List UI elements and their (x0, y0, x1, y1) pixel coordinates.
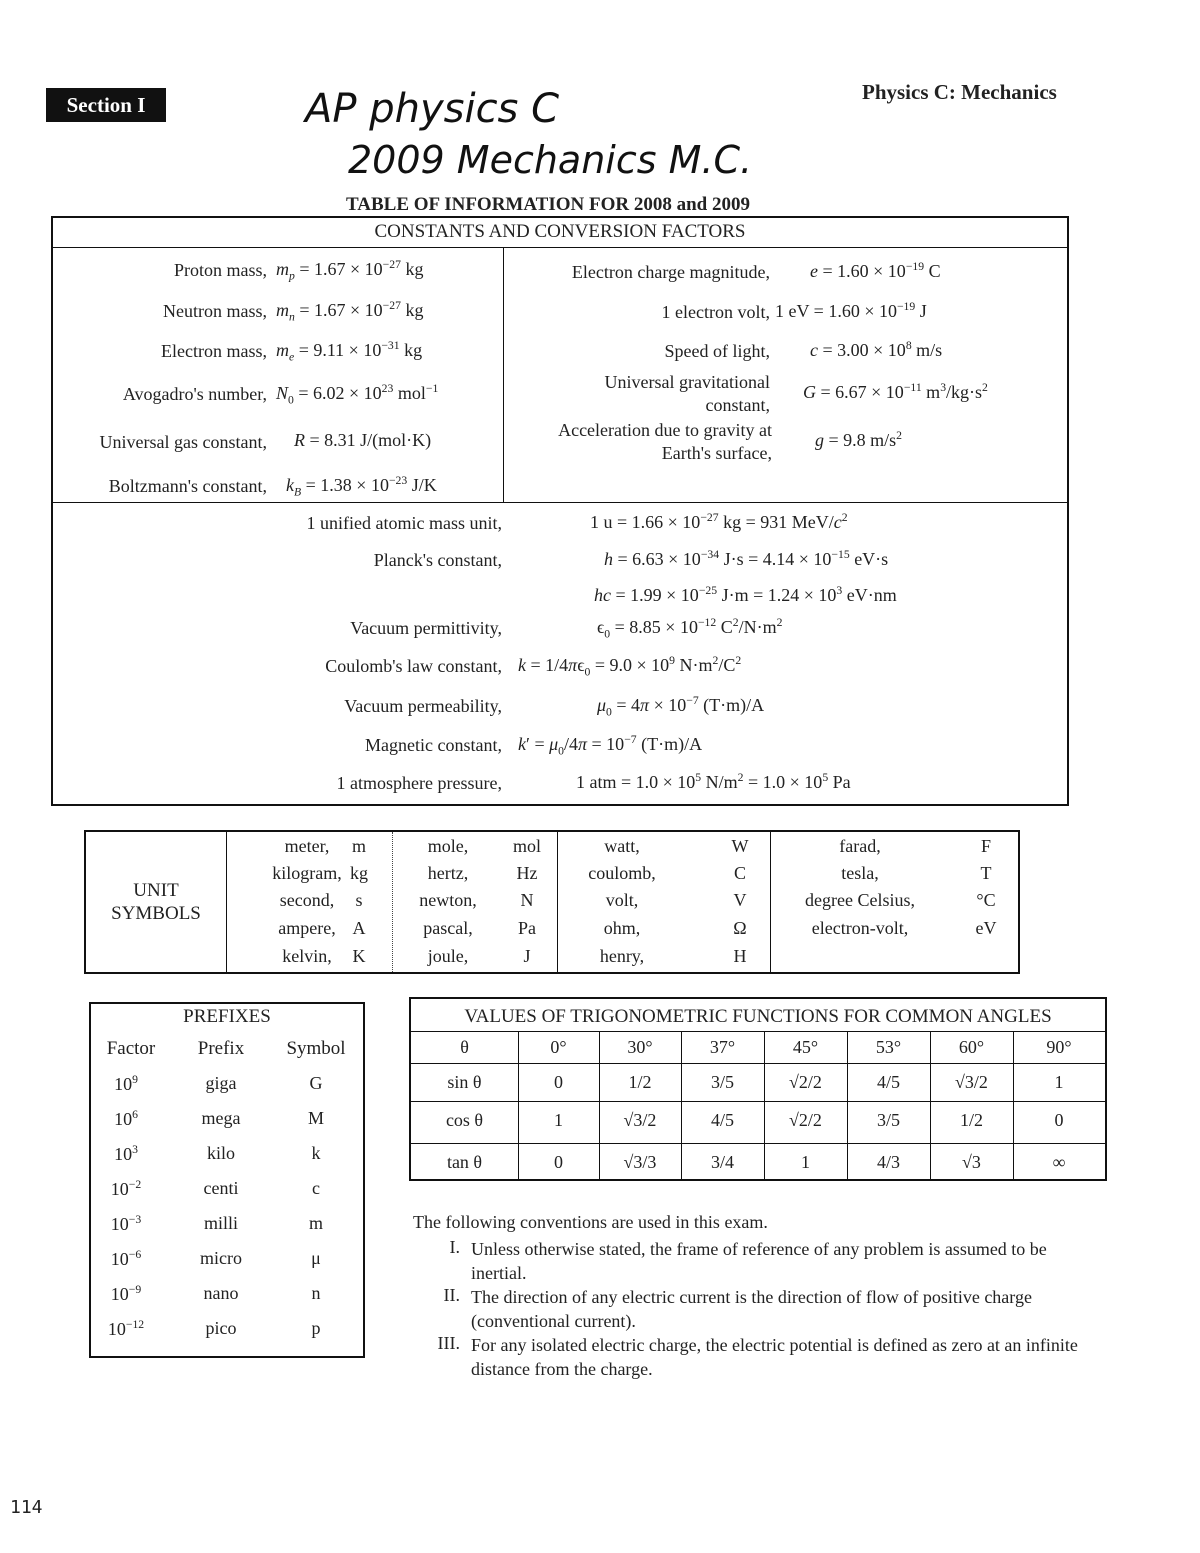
prefix-factor: $10^{-2}$ (110, 1178, 142, 1199)
unit-symbol: J (523, 946, 531, 966)
prefix-name: milli (203, 1213, 238, 1233)
trig-row-line (411, 1143, 1105, 1144)
trig-header-cell: 45° (792, 1037, 819, 1057)
trig-cell: 4/3 (876, 1152, 900, 1172)
constant-label: Vacuum permittivity, (350, 618, 502, 638)
trig-cell: 1/2 (959, 1110, 983, 1130)
unit-symbol: s (355, 890, 363, 910)
prefixes-header-factor: Factor (106, 1038, 156, 1059)
constant-value: R = 8.31 J/(mol·K) (294, 430, 432, 450)
divider (53, 502, 1067, 503)
trig-row-line (411, 1063, 1105, 1064)
prefix-factor: $10^{-3}$ (110, 1213, 142, 1234)
prefix-name: kilo (206, 1143, 235, 1163)
trig-cell: 0 (554, 1072, 563, 1092)
unit-symbol: H (733, 946, 747, 966)
trig-cell: sin θ (447, 1072, 482, 1092)
trig-cell: √3/2 (955, 1072, 988, 1092)
prefix-symbol: c (312, 1178, 320, 1198)
trig-row-line (411, 1031, 1105, 1032)
unit-name: newton, (419, 890, 477, 910)
constant-label: Planck's constant, (373, 550, 502, 570)
prefix-symbol: p (311, 1318, 321, 1338)
constant-value: 1 eV = $1.60 \times 10^{-19}$ J (775, 300, 927, 321)
prefixes-header-prefix: Prefix (197, 1038, 245, 1059)
trig-cell: 3/5 (876, 1110, 900, 1130)
trig-cell: √2/2 (789, 1072, 822, 1092)
unit-symbols-heading: UNIT SYMBOLS (111, 880, 201, 924)
unit-name: henry, (599, 946, 645, 966)
trig-cell: 1 (801, 1152, 810, 1172)
constant-label: 1 unified atomic mass unit, (306, 513, 502, 533)
table-title: TABLE OF INFORMATION FOR 2008 and 2009 (346, 194, 750, 215)
divider (53, 247, 1067, 248)
unit-symbol: V (733, 890, 747, 910)
prefix-symbol: μ (311, 1248, 321, 1268)
constant-label: Electron mass, (161, 341, 267, 361)
unit-name: farad, (839, 836, 881, 856)
constant-value: 1 atm = $1.0 \times 10^5$ $N/m^2 = 1.0 \times 10^5$ Pa (576, 771, 851, 792)
convention-text: The direction of any electric current is the direction of flow of positive charge (conventional current). (471, 1287, 1032, 1331)
trig-header-cell: 30° (627, 1037, 653, 1057)
unit-name: ohm, (603, 918, 641, 938)
constant-value: $\epsilon_0 = 8.85 \times 10^{-12}$ $C^2/N\cdot m^2$ (597, 616, 783, 641)
unit-name: meter, (284, 836, 330, 856)
convention-text: Unless otherwise stated, the frame of reference of any problem is assumed to be inertial. (471, 1239, 1047, 1283)
constant-value: 1 $u = 1.66 \times 10^{-27}$ kg = 931 MeV/$c^2$ (590, 511, 848, 532)
convention-number: I. (449, 1237, 460, 1257)
prefix-factor: $10^3$ (114, 1143, 138, 1164)
unit-name: tesla, (841, 863, 879, 883)
constant-value: $k_B = 1.38 \times 10^{-23}$ J/K (286, 474, 437, 499)
trig-title: VALUES OF TRIGONOMETRIC FUNCTIONS FOR COMMON ANGLES (464, 1006, 1052, 1027)
constant-label: Universal gas constant, (99, 432, 267, 452)
prefix-symbol: G (309, 1073, 323, 1093)
constant-value: $\mu_0 = 4\pi \times 10^{-7}$ (T·m)/A (597, 694, 765, 719)
divider (392, 832, 393, 972)
unit-symbol: °C (976, 890, 996, 910)
divider (770, 832, 771, 972)
trig-header-cell: 60° (958, 1037, 985, 1057)
conventions-intro: The following conventions are used in this exam. (413, 1212, 768, 1232)
page-number: 114 (10, 1497, 43, 1518)
trig-header-cell: 53° (875, 1037, 902, 1057)
handwritten-title-line1: AP physics C (305, 86, 560, 132)
trig-cell: tan θ (446, 1152, 483, 1172)
unit-name: hertz, (427, 863, 469, 883)
unit-name: coulomb, (588, 863, 656, 883)
prefix-symbol: M (307, 1108, 324, 1128)
prefix-name: pico (205, 1318, 237, 1338)
constant-label: Boltzmann's constant, (108, 476, 267, 496)
constant-value: $k' = \mu_0/4\pi = 10^{-7}$ (T·m)/A (518, 733, 703, 758)
divider (557, 832, 558, 972)
trig-cell: 0 (1054, 1110, 1064, 1130)
prefix-name: micro (200, 1248, 242, 1268)
unit-symbol: T (980, 863, 992, 883)
constant-value: $e = 1.60 \times 10^{-19}$ C (810, 260, 941, 281)
trig-cell: 1 (554, 1110, 563, 1130)
trig-row-line (411, 1101, 1105, 1102)
constant-label: Neutron mass, (163, 301, 267, 321)
unit-name: watt, (604, 836, 640, 856)
constant-label: 1 electron volt, (661, 302, 770, 322)
prefix-factor: $10^{-6}$ (110, 1248, 142, 1269)
trig-cell: 4/5 (876, 1072, 900, 1092)
convention-text: For any isolated electric charge, the electric potential is defined as zero at an infinite distance from the charge. (471, 1335, 1078, 1379)
unit-symbol: kg (350, 863, 368, 883)
constant-label: Coulomb's law constant, (325, 656, 502, 676)
trig-cell: 0 (554, 1152, 563, 1172)
constant-value: $k = 1/4\pi\epsilon_0 = 9.0 \times 10^9$ $N\cdot m^2/C^2$ (518, 654, 742, 679)
unit-symbol: Hz (516, 863, 538, 883)
prefixes-title: PREFIXES (183, 1006, 271, 1027)
constant-label: Vacuum permeability, (344, 696, 502, 716)
trig-header-cell: θ (460, 1037, 469, 1057)
constant-value: $N_0 = 6.02 \times 10^{23}$ mol$^{-1}$ (276, 382, 439, 407)
unit-name: kelvin, (282, 946, 332, 966)
prefix-symbol: k (311, 1143, 321, 1163)
constant-label: Avogadro's number, (122, 384, 267, 404)
unit-name: second, (279, 890, 335, 910)
trig-cell: √3/3 (623, 1152, 657, 1172)
prefix-symbol: m (308, 1213, 323, 1233)
constant-value: $m_p = 1.67 \times 10^{-27}$ kg (276, 258, 424, 283)
prefix-name: giga (205, 1073, 237, 1093)
trig-cell: cos θ (445, 1110, 484, 1130)
unit-symbol: eV (975, 918, 997, 938)
unit-symbol: N (520, 890, 534, 910)
constant-value: $h = 6.63 \times 10^{-34}$ $J\cdot s = 4.14 \times 10^{-15}$ eV·s (604, 548, 889, 569)
unit-symbol: m (351, 836, 366, 856)
constants-header: CONSTANTS AND CONVERSION FACTORS (374, 221, 746, 242)
trig-header-cell: 0° (550, 1037, 567, 1057)
unit-symbol: C (733, 863, 746, 883)
constant-label: Proton mass, (173, 260, 267, 280)
trig-cell: 3/5 (710, 1072, 734, 1092)
unit-name: kilogram, (272, 863, 342, 883)
trig-cell: √3/2 (623, 1110, 657, 1130)
trig-cell: √3 (962, 1152, 981, 1172)
constant-value: $G = 6.67 \times 10^{-11}$ $m^3/kg\cdot s^2$ (803, 381, 988, 402)
unit-name: electron-volt, (811, 918, 909, 938)
constant-label: Speed of light, (664, 341, 770, 361)
unit-symbol: K (352, 946, 366, 966)
constant-value: hc = $1.99 \times 10^{-25}$ $J\cdot m = 1.24 \times 10^3$ eV·nm (594, 584, 897, 605)
unit-symbol: F (980, 836, 991, 856)
constant-value: g = 9.8 $m/s^2$ (815, 429, 903, 450)
trig-cell: 4/5 (710, 1110, 734, 1130)
constant-label: 1 atmosphere pressure, (336, 773, 502, 793)
unit-symbol: A (352, 918, 366, 938)
constant-label: Acceleration due to gravity at Earth's surface, (558, 420, 772, 463)
divider (226, 832, 227, 972)
prefixes-header-symbol: Symbol (286, 1038, 346, 1059)
unit-name: joule, (427, 946, 469, 966)
constant-label: Universal gravitational constant, (604, 372, 770, 415)
trig-cell: ∞ (1052, 1152, 1066, 1172)
unit-symbol: Pa (518, 918, 536, 938)
prefix-factor: $10^{-9}$ (110, 1283, 142, 1304)
convention-number: III. (437, 1333, 460, 1353)
convention-number: II. (443, 1285, 460, 1305)
trig-cell: 1/2 (628, 1072, 652, 1092)
unit-name: pascal, (423, 918, 473, 938)
trig-cell: 1 (1054, 1072, 1064, 1092)
constant-label: Electron charge magnitude, (571, 262, 770, 282)
unit-symbol: W (731, 836, 749, 856)
handwritten-title-line2: 2009 Mechanics M.C. (348, 138, 753, 182)
trig-cell: √2/2 (789, 1110, 822, 1130)
trig-header-cell: 90° (1046, 1037, 1072, 1057)
unit-name: mole, (427, 836, 469, 856)
prefix-factor: $10^{-12}$ (107, 1318, 145, 1339)
unit-name: volt, (605, 890, 639, 910)
constant-value: $m_e = 9.11 \times 10^{-31}$ kg (276, 339, 423, 364)
prefix-name: nano (203, 1283, 239, 1303)
subject-heading: Physics C: Mechanics (862, 80, 1057, 104)
prefix-factor: $10^9$ (114, 1073, 138, 1094)
section-badge: Section I (46, 88, 166, 122)
prefix-name: mega (201, 1108, 241, 1128)
trig-header-cell: 37° (709, 1037, 736, 1057)
trig-cell: 3/4 (710, 1152, 734, 1172)
prefix-name: centi (203, 1178, 239, 1198)
unit-name: degree Celsius, (805, 890, 915, 910)
constant-label: Magnetic constant, (365, 735, 502, 755)
divider (503, 248, 504, 502)
prefix-symbol: n (311, 1283, 321, 1303)
constant-value: $m_n = 1.67 \times 10^{-27}$ kg (276, 299, 424, 324)
constant-value: $c = 3.00 \times 10^8$ m/s (810, 339, 943, 360)
unit-symbol: Ω (733, 918, 747, 938)
prefix-factor: $10^6$ (114, 1108, 138, 1129)
unit-name: ampere, (278, 918, 336, 938)
unit-symbol: mol (512, 836, 541, 856)
